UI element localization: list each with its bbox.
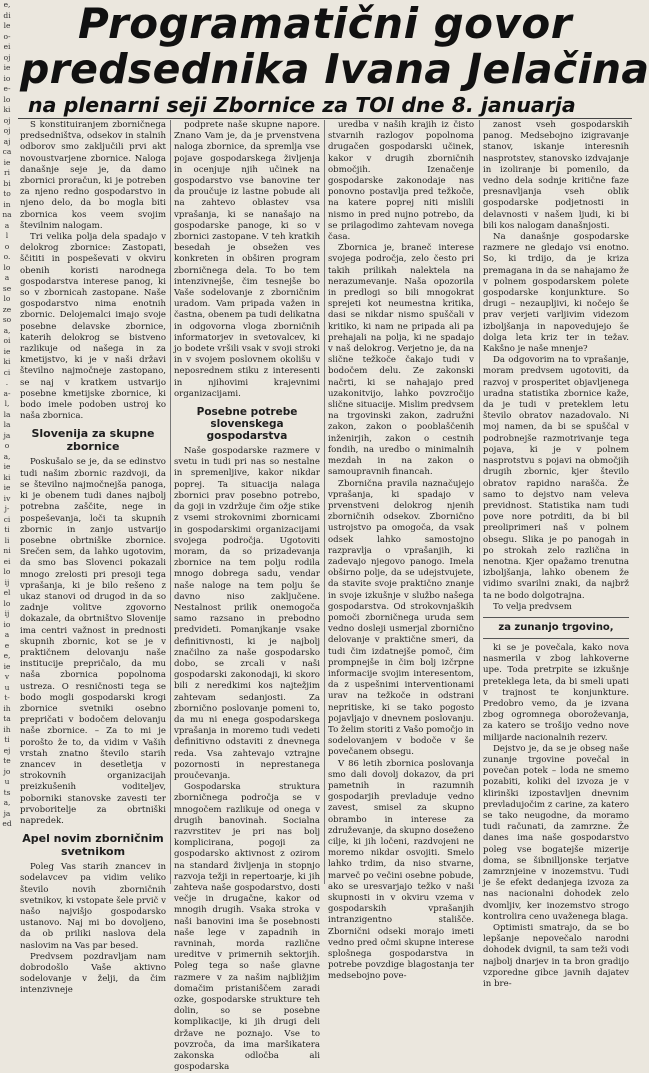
paragraph: S konstituiranjem zborničnega predsedništva, odsekov in stalnih odborov smo zaključili prvi akt novoustvarjene zbornice. Naloga današnje seje je, da damo zbornici proračun, ki je potreben za njeno redno gospodarstvo in njeno delo, da bo mogla biti zbornica kos veem svojim številnim nalogam. — [20, 120, 166, 231]
paragraph: Na današnje gospodarske razmere ne gledajo vsi enotno. So, ki trdijo, da je kriza premagana in da se nahajamo že v polnem gospodarskem polete gospodarske konjunkture. So drugi – nezaupljivi, ki nočejo še prav verjeti varljivim videzom izboljšanja in napovedujejo še dolga leta kriz ter in težav. Kakšno je naše mnenje? — [483, 232, 629, 355]
column-4 — [483, 120, 629, 990]
margin-fragment: ze — [2, 304, 12, 314]
column-3 — [328, 120, 474, 982]
margin-fragment: na — [2, 210, 12, 219]
margin-fragment: ta — [3, 714, 11, 723]
column-rule-2 — [324, 120, 325, 884]
margin-fragment: iv — [3, 493, 11, 503]
column-1 — [20, 120, 166, 996]
margin-fragment: ie — [3, 483, 11, 492]
margin-fragment: oj — [3, 52, 11, 62]
margin-fragment: ki — [3, 472, 11, 482]
margin-fragment: lo — [3, 262, 11, 272]
margin-fragment: ja — [3, 430, 11, 440]
margin-fragment: o — [4, 441, 10, 450]
paragraph: zanost vseh gospodarskih panog. Medsebojno izigravanje stanov, iskanje interesnih nasprotstev, stanovsko izdvajanje in izoliranje bi pomenilo, da vedno dela sodnje kritične faze presnavljanja vseh oblik gospodarske podjetnosti in delavnosti v našem ljudi, ki bi bili kos nalogam današnjosti. — [483, 120, 629, 231]
margin-fragment: to — [3, 189, 11, 198]
paragraph: Da odgovorim na to vprašanje, moram predvsem ugotoviti, da razvoj v prosperitet objavljenega uradna statistika zbornice kaže, da je tudi v preteklem letu število obratov nazadovalo. Ni moj namen, da bi se spuščal v podrobnejše razmotrivanje tega pojava, ki je v polnem nasprotstvu s pojavi na območjih drugih zbornic, kjer število obratov rapidno narašča. Že samo to dejstvo nam veleva previdnost. Statistika nam tudi pove nore potrditi, da bi bil preoliprimeri naš v polnem obsegu. Slika je po panogah in po strokah zelo različna in nenotna. Kjer opažamo trenutna izboljšanja, lahko obenem že vidimo svarilni znaki, da najbrž ta ne bodo dolgotrajna. — [483, 355, 629, 601]
margin-fragment: in — [3, 199, 11, 209]
margin-fragment: bi — [3, 178, 11, 188]
section-rule — [483, 617, 629, 618]
paragraph: Dejstvo je, da se je obseg naše zunanje trgovine povečal in povečan potek – loda ne smemo pozabiti, koliki del izvoza je v klirinški izpostavljen dnevnim prevladujočim z carine, za katero se tako neugodne, da moramo tudi računati, da zamrzne. Že danes ima naše gospodarstvo poleg vse bogatejše mizerije doma, se šibnilljonske terjatve zamrznjeine v inozemstvu. Tudi je še efekt dedanjega izvoza za nas nacionalni dohodek zelo dvomljiv, ker inozemstvo strogo kontrolira ceno uvaženega blaga. — [483, 743, 629, 922]
margin-fragment: se — [2, 283, 12, 293]
margin-fragment: lo — [3, 294, 11, 303]
margin-fragment: ih — [3, 724, 11, 734]
margin-fragment: a — [4, 220, 10, 230]
margin-fragment: t- — [4, 693, 10, 702]
paragraph: podprete naše skupne napore. Znano Vam je, da je prvenstvena naloga zbornice, da spremlja vse pojave gospodarskega življenja in ocenjuje njih učinek na gospodarstvo vse banovine ter da proučuje iz lastne pobude ali na zahtevo oblastev vsa vprašanja, ki se nanašajo na gospodarske panoge, ki so v zbornici zastopane. V teh kratkih besedah je obsežen ves konkreten in obširen program zborničnega dela. To bo tem intenzivnejše, čim tesnejše bo Vaše sodelovanje z zborničnim uradom. Vam pripada važen in častna, obenem pa tudi delikatna in odgovorna vloga zborničnih informatorjev in svetovalcev, ki jo bodete vršili vsak v svoji stroki in v svojem poslovnem okolišu v neposrednem stiku z interesenti in njihovimi krajevnimi organizacijami. — [174, 120, 320, 399]
margin-fragment: ja — [3, 808, 11, 818]
margin-fragment: ei — [3, 556, 11, 566]
margin-fragment: ed — [2, 819, 12, 828]
paragraph: Predvsem pozdravljam nam dobrodošlo Vaše aktivno sodelovanje v želji, da čim intenzivneje — [20, 951, 166, 996]
margin-fragment: o — [4, 241, 10, 251]
subheading-posebne-potrebe: Posebne potrebe slovenskega gospodarstva — [196, 406, 298, 443]
margin-fragment: l — [5, 231, 9, 240]
paragraph: Naše gospodarske razmere v svetu in tudi pri nas so nestalne in spremenljive, kakor nikdar poprej. Ta situacija nalaga zbornici prav posebno potrebo, da goji in vzdržuje čim ožje stike z vsemi strokovnimi zbornicami in gospodarskimi organizacijami svojega področja. Ugotoviti moram, da so prizadevanja zbornice na tem polju rodila mnogo dobrega sadu, vendar naše naloge na tem polju še davno niso zaključene. Nestalnost prilik onemogoča samo razsano in prebodno predvideti. Pomanjkanje vsake definitivnosti, ki je najbolj značilno za naše gospodarsko dobo, se zrcali v naši gospodarski zakonodaji, ki skoro bili z neredkimi kos najtežjim zahtevam sedanjosti. Za zbornično poslovanje pomeni to, da mu ni enega gospodarskega vprašanja in moremo tudi vedeti definitivno odstaviti z dnevnega reda. Vsa zahtevajo vztrajne pozornosti in neprestanega proučevanja. — [174, 446, 320, 781]
margin-fragment: ki — [3, 105, 11, 114]
margin-fragment: ij — [4, 577, 10, 587]
margin-fragment: ci — [3, 514, 11, 524]
margin-fragment: li — [4, 535, 10, 545]
margin-fragment: ts — [3, 787, 11, 797]
subheading-zunanja-trgovina: za zunanjo trgovino, — [498, 621, 614, 633]
paragraph: Optimisti smatrajo, da se bo lepšanje nepovečalo narodni dohodek dvignil, ta sam teži vodi najbolj dnarjev in ta bron gradijo vzporedne gibce javnih dajatev in bre- — [483, 923, 629, 990]
margin-fragment: ie — [3, 157, 11, 167]
margin-fragment: io — [3, 619, 11, 629]
margin-fragment: ej — [3, 745, 11, 755]
margin-fragment: lo — [3, 567, 11, 576]
margin-fragment: di — [3, 10, 11, 20]
margin-fragment: oj — [3, 115, 11, 125]
margin-fragment: ij — [4, 609, 10, 618]
margin-fragment: ti — [4, 735, 10, 744]
margin-fragment: j- — [4, 504, 10, 513]
margin-fragment: e — [4, 640, 10, 650]
margin-fragment: . — [5, 378, 9, 387]
margin-fragment: e- — [3, 84, 11, 93]
margin-fragment: ti — [4, 525, 10, 534]
margin-fragment: ie — [3, 63, 11, 72]
margin-fragment: so — [2, 315, 12, 324]
adjacent-page-margin — [0, 0, 14, 886]
margin-fragment: oj — [3, 126, 11, 135]
margin-fragment: te — [3, 756, 11, 765]
headline-subtitle: na plenarni seji Zbornice za TOI dne 8. januarja — [28, 93, 576, 117]
subheading-slovenija: Slovenija za skupne zbornice — [31, 427, 155, 453]
margin-fragment: lo — [3, 598, 11, 608]
paragraph: To velja predvsem — [493, 601, 572, 612]
paragraph: ki se je povečala, kako nova nasmerila v zbog lahkoverne upe. Toda pretrpite se izkušnje preteklega leta, da bi smeli upati v trajnost te konjunkture. Predobro vemo, da je izvana zbog ogromnega oboroževanja, za katero se trošijo vedno nove milijarde nacionalnih rezerv. — [483, 642, 629, 743]
margin-fragment: ci — [3, 367, 11, 377]
margin-fragment: a — [4, 630, 10, 639]
headline-line-1: Programatični govor — [78, 0, 572, 48]
paragraph: Poskušalo se je, da se edinstvo tudi našim zbornic razdvoji, da se številno najmočnejša panoga, ki je obenem tudi danes najbolj potrebna zaščite, nege in pospeševanja, loči ta skupnih zbornic in zanjo ustvarijo posebne obrtniške zbornice. Srečen sem, da lahko ugotovim, da smo bas Slovenci pokazali mnogo zrelosti pri presoji tega vprašanja, ki je bilo rešeno z ukaz stanovi od drugod in da so zadnje volitve zgovorno dokazale, da obrtništvo Slovenije ima centri važnost in prednosti skupnih zbornic, kot se je v praktičnem delovanju naše institucije prepričalo, da mu naša zbornica popolnoma ustreza. O resničnosti tega se bodo mogli gospodarski krogi zbornice svetniki osebno prepričati v bodočem delovanju naše zbornice. – Za to mi je porošto že to, da vidim v Vaših vrstah znatno število starih znancev in desetletja v strokovnih organizacijah preizkušenih voditeljev, poborniki stanovske zavesti ter prvoboritelje za obrtniški napredek. — [20, 457, 166, 826]
margin-fragment: ie — [3, 462, 11, 471]
paragraph: V 86 letih zbornica poslovanja smo dali dovolj dokazov, da pri pametnih in razumnih gospodarjih prevladuje vedno zavest, smisel za skupno obrambo in interese za združevanje, da skupno doseženo cilje, ki jih ločeni, razdvojeni ne moremo nikdar osvojiti. Smelo lahko trdim, da niso stvarne, marveč po večini osebne pobude, ako se uresvarjajo težko v naši skupnosti in v okviru vzema v gospodarskih vprašanjih intranzigentno stališče. Zbornični odseki morajo imeti vedno pred očmi skupne interese splošnega gospodarstva in potrebe povzdige blagostanja ter medsebojno pove- — [328, 758, 474, 982]
margin-fragment: ca — [2, 147, 12, 156]
margin-fragment: jo — [3, 766, 11, 776]
column-2 — [174, 120, 320, 1073]
margin-fragment: ie — [3, 661, 11, 671]
margin-fragment: u — [4, 777, 10, 786]
headline-line-2: predsednika Ivana Jelačina — [20, 45, 649, 93]
margin-fragment: o- — [3, 31, 11, 41]
column-rule-3 — [479, 120, 480, 884]
margin-fragment: e, — [3, 651, 11, 660]
margin-fragment: u — [4, 682, 10, 692]
margin-fragment: a- — [3, 388, 11, 398]
margin-fragment: le — [3, 21, 11, 30]
margin-fragment: v — [4, 672, 10, 681]
margin-fragment: oi — [3, 336, 11, 345]
column-rule-1 — [170, 120, 171, 884]
margin-fragment: e, — [3, 0, 11, 9]
margin-fragment: a, — [3, 325, 11, 335]
margin-fragment: el — [3, 588, 11, 597]
margin-fragment: ki — [3, 357, 11, 366]
paragraph: Poleg Vas starih znancev in sodelavcev pa vidim veliko število novih zborničnih svetnikov, ki vstopate šele prvič v našo najvišjo gospodarsko ustanovo. Naj mi bo dovoljeno, da ob priliki naslova dela naslovim na Vas par besed. — [20, 862, 166, 951]
paragraph: Gospodarska struktura zborničnega področja se v mnogočem razlikuje od onega v drugih banovinah. Socialna razvrstitev je pri nas bolj komplicirana, pogoji za gospodarsko aktivnost z ozirom na standard življenja in stopnjo razvoja težji in repertoarje, ki jih zahteva naše gospodarstvo, dosti večje in drugačne, kakor od mnogih drugih. Vsaka stroka v naši banovini ima še posebnosti naše lege v zapadnih in ravninah, morda različne ureditve v primernih sektorjih. Poleg tega so naše glavne razmere v za našim najbližjim domačim pristaniščem zaradi ozke, gospodarske strukture teh dolin, so se posebne komplikacije, ki jih drugi deli države ne poznajo. Vse to povzroča, da ima maršikatera zakonska odločba ali gospodarska — [174, 782, 320, 1073]
margin-fragment: ri — [4, 168, 10, 177]
margin-fragment: ei — [3, 42, 11, 51]
paragraph: Zbornica je, braneč interese svojega področja, zelo često pri takih prilikah nalektela na nerazumevanje. Naša opozorila in predlogi so bili mnogokrat sprejeti kot neumestna kritika, dasi se nikdar nismo spuščali v kritiko, ki nam ne pripada ali pa prehajali na polja, ki ne spadajo v naš delokrog. Verjetno je, da na slične težkoče čakajo tudi v bodočem delu. Ze zakonski načrti, ki se nahajajo pred uzakonitvijo, lahko povzročijo slične situacije. Mislim predvsem na trgovinski zakon, zadružni zakon, zakon o pooblaščenih inženirjih, zakon o cestnih fondih, na uredbo o minimalnih mezdah in na zakon o samoupravnih financah. — [328, 243, 474, 478]
margin-fragment: ni — [3, 546, 11, 555]
margin-fragment: la — [3, 420, 11, 429]
margin-fragment: a — [4, 273, 10, 282]
margin-fragment: o. — [3, 252, 11, 261]
section-rule — [483, 638, 629, 639]
margin-fragment: ie — [3, 346, 11, 356]
paragraph: Zbornična pravila naznačujejo vprašanja, ki spadajo v prvenstveni delokrog njenih zborničnih odsekov. Zbornično ustrojstvo pa omogoča, da vsak odsek lahko samostojno razpravlja o vprašanjih, ki zadevajo njegovo panogo. Imela obširno polje, da se udejstvujete, da stavite svoje praktično znanje in svoje izkušnje v službo našega gospodarstva. Od strokovnjaških pomoči zborničnega uruda sem vedno dosleji usmerjal zbornično delovanje v praktične smeri, da tudi čim izdatnejše pomoč, čim prompnejše in čim bolj izčrpne informacije svojim interesentom, da z uspešnimi interventionami urav na težkoče in odstrani nepritiske, ki se tako pogosto pojavljajo v dnevnem poslovanju. To želim storiti z Vašo pomočjo in sodelovanjem v bodoče v še povečanem obsegu. — [328, 478, 474, 758]
margin-fragment: l, — [4, 399, 10, 408]
headline-rule — [18, 118, 632, 119]
subheading-apel: Apel novim zborničnim svetnikom — [22, 832, 164, 858]
paragraph: uredba v naših krajih iz čisto stvarnih razlogov popolnoma drugačen gospodarski učinek, kakor v drugih zborničnih območjih. Izenačenje gospodarske zakonodaje nas ponovno postavlja pred težkoče, na katere poprej niti mislili nismo in pred nujno potrebo, da se prilagodimo zahtevam novega časa. — [328, 120, 474, 243]
margin-fragment: a, — [3, 798, 11, 807]
margin-fragment: la — [3, 409, 11, 419]
margin-fragment: io — [3, 73, 11, 83]
margin-fragment: a, — [3, 451, 11, 461]
margin-fragment: lo — [3, 94, 11, 104]
paragraph: Tri velika polja dela spadajo v delokrog zbornice: Zastopati, ščititi in pospeševati v okviru obenih koristi narodnega gospodarstva interese panog, ki so v zbornicah zastopane. Naše gospodarstvo nima enotnih zbornic. Delojemalci imajo svoje posebne delavske zbornice, katerih delokrog se bistveno razlikuje od našega in za kmetijstvo, ki je v naši državi številno najmočneje zastopano, se naj v kratkem ustvarijo posebne kmetijske zbornice, ki bodo imele podoben ustroj ko naša zbornica. — [20, 232, 166, 422]
margin-fragment: aj — [3, 136, 11, 146]
margin-fragment: ih — [3, 703, 11, 713]
